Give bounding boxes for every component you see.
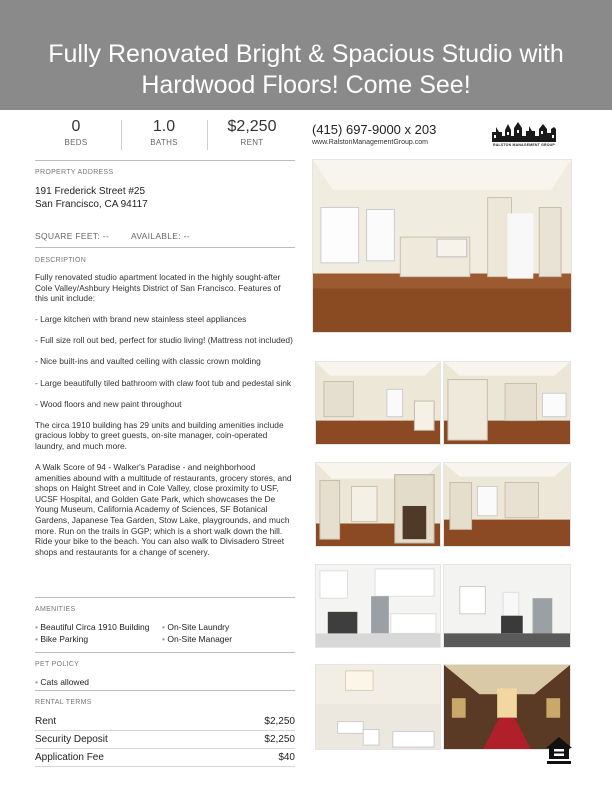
photo-kitchen-2[interactable] [443,564,571,648]
amenity-item: • Beautiful Circa 1910 Building [35,622,150,632]
rental-term-row [35,714,295,731]
photo-room-4[interactable] [315,462,441,547]
rental-term-row [35,750,295,767]
address-line1: 191 Frederick Street #25 [35,186,146,197]
rental-term-label: Rent [35,716,57,727]
amenity-item: • Bike Parking [35,634,89,644]
rent-stat [211,118,293,147]
divider [35,247,295,248]
bathroom-image [316,665,440,749]
baths-label: BATHS [150,138,178,147]
amenity-item: • On-Site Laundry [162,622,230,632]
contact-website[interactable]: www.RalstonManagementGroup.com [312,139,428,146]
rental-term-row [35,732,295,749]
square-feet [35,231,109,241]
available-label: AVAILABLE: [131,231,181,241]
stat-divider [207,120,208,150]
beds-stat [35,118,117,147]
room-image [316,362,440,444]
amenity-item: • On-Site Manager [162,634,233,644]
description-paragraph: A Walk Score of 94 - Walker's Paradise - and neighborhood amenities abound with a multitude of restaurants, grocery stores, and shops on Haight Street and in Cole Valley, close proximity to USF, UCSF Hospital, and Golden Gate Park, which showcases the De Young Museum, California Academy of Sciences, SF Botanical Gardens, Japanese Tea Garden, Stow Lake, playgrounds, and much more. Run on the trails in GGP; which is a short walk down the hill. Ride your bike to the beach. You can also walk to Divisadero Street shops and restaurants for a change of scenery. [35,462,292,557]
divider [35,160,295,161]
beds-label: BEDS [64,138,88,147]
divider [35,690,295,691]
description-section-label: DESCRIPTION [35,257,87,264]
description-paragraph: - Large beautifully tiled bathroom with claw foot tub and pedestal sink [35,377,292,388]
rental-terms-section-label: RENTAL TERMS [35,699,92,706]
pet-policy-section-label: PET POLICY [35,661,80,668]
listing-title-line1: Fully Renovated Bright & Spacious Studio with [48,40,564,68]
rental-term-value: $40 [278,752,295,763]
description-paragraph: The circa 1910 building has 29 units and building amenities include gracious lobby to greet guests, on-site manager, coin-operated laundry, and much more. [35,419,284,451]
sqft-value: -- [102,231,109,241]
rental-term-label: Application Fee [35,752,104,763]
divider [35,652,295,653]
photo-bathroom[interactable] [315,664,441,750]
unit-stats [35,118,295,158]
photo-room-5[interactable] [443,462,571,547]
kitchen-image [444,565,570,647]
listing-title-banner [0,0,612,110]
rental-term-label: Security Deposit [35,734,108,745]
room-image [444,362,570,444]
rental-term-value: $2,250 [264,716,295,727]
photo-room-2[interactable] [315,361,441,445]
rental-term-value: $2,250 [264,734,295,745]
amenity-text: Beautiful Circa 1910 Building [40,622,150,632]
description-paragraph: - Large kitchen with brand new stainless steel appliances [35,314,247,325]
amenity-text: Bike Parking [40,634,89,644]
description-paragraph: - Wood floors and new paint throughout [35,398,182,409]
description-body [35,272,293,568]
rent-label: RENT [240,138,264,147]
kitchen-image [316,565,440,647]
photo-kitchen-1[interactable] [315,564,441,648]
amenity-text: On-Site Laundry [167,622,230,632]
description-paragraph: - Nice built-ins and vaulted ceiling with classic crown molding [35,356,261,367]
logo-text: RALSTON MANAGEMENT GROUP [493,143,555,147]
contact-phone[interactable]: (415) 697-9000 x 203 [312,122,437,137]
availability [131,231,190,241]
beds-value: 0 [71,118,81,135]
amenity-text: On-Site Manager [167,634,233,644]
description-paragraph: - Full size roll out bed, perfect for studio living! (Mattress not included) [35,335,293,346]
amenities-section-label: AMENITIES [35,606,76,613]
photo-room-3[interactable] [443,361,571,445]
baths-value: 1.0 [152,118,176,135]
sqft-label: SQUARE FEET: [35,231,101,241]
photo-main-room[interactable] [312,159,572,333]
divider [35,597,295,598]
address-line2: San Francisco, CA 94117 [35,199,148,210]
rent-value: $2,250 [227,118,277,135]
pet-policy-item: • Cats allowed [35,677,90,687]
property-address [35,185,148,211]
description-paragraph: Fully renovated studio apartment located in the highly sought-after Cole Valley/Ashbury Heights District of San Francisco. Features of this unit include: [35,272,281,304]
equal-housing-icon [545,735,573,765]
room-image [444,463,570,546]
stat-divider [121,120,122,150]
main-room-image [313,160,571,332]
address-section-label: PROPERTY ADDRESS [35,169,114,176]
room-image [316,463,440,546]
listing-title-line2: Hardwood Floors! Come See! [141,71,471,99]
available-value: -- [183,231,190,241]
pet-policy-text: Cats allowed [40,677,90,687]
baths-stat [123,118,205,147]
